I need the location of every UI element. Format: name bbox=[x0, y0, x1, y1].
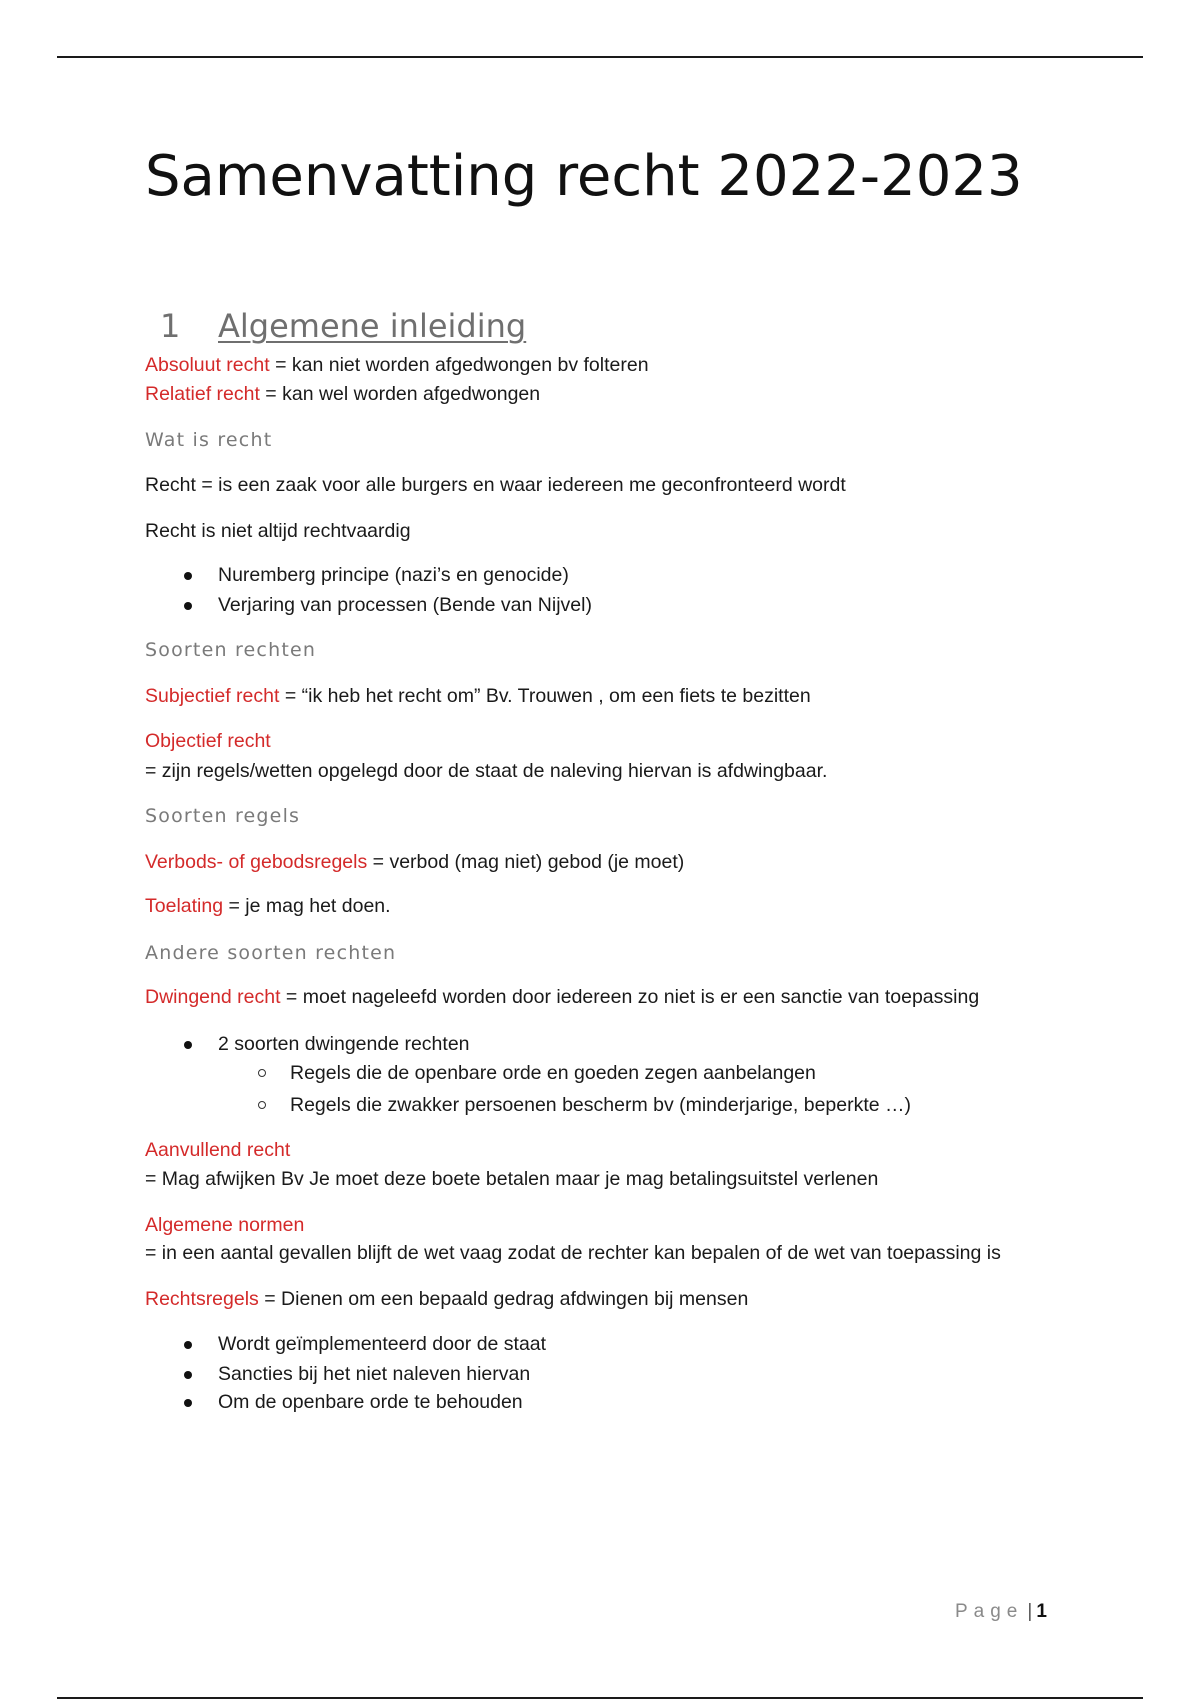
top-rule bbox=[57, 56, 1143, 58]
section-title: Algemene inleiding bbox=[218, 307, 527, 345]
definition-toelating bbox=[145, 895, 391, 918]
list-item: Verjaring van processen (Bende van Nijvel) bbox=[218, 594, 592, 616]
list-item: Om de openbare orde te behouden bbox=[218, 1391, 523, 1413]
definition-text: = Dienen om een bepaald gedrag afdwingen bij mensen bbox=[258, 1288, 749, 1310]
definition-text: = in een aantal gevallen blijft de wet vaag zodat de rechter kan bepalen of de wet van toepassing is bbox=[145, 1242, 1001, 1264]
term: Subjectief recht bbox=[145, 685, 280, 707]
definition-text: = verbod (mag niet) gebod (je moet) bbox=[367, 851, 685, 873]
definition-text: = “ik heb het recht om” Bv. Trouwen , om een fiets te bezitten bbox=[279, 685, 811, 707]
definition-text: = moet nageleefd worden door iedereen zo niet is er een sanctie van toepassing bbox=[280, 986, 980, 1008]
paragraph: Recht = is een zaak voor alle burgers en waar iedereen me geconfronteerd wordt bbox=[145, 474, 846, 496]
list-item: Wordt geïmplementeerd door de staat bbox=[218, 1333, 547, 1355]
bottom-rule bbox=[57, 1697, 1143, 1699]
term-aanvullend-recht: Aanvullend recht bbox=[145, 1139, 291, 1161]
sub-list-item: Regels die zwakker persoenen bescherm bv (minderjarige, beperkte …) bbox=[290, 1094, 912, 1116]
term-algemene-normen: Algemene normen bbox=[145, 1214, 305, 1236]
term: Verbods- of gebodsregels bbox=[145, 851, 368, 873]
page-footer bbox=[955, 1601, 1047, 1623]
definition-absoluut-recht bbox=[145, 354, 649, 377]
term-objectief-recht: Objectief recht bbox=[145, 730, 271, 752]
definition-dwingend-recht bbox=[145, 986, 979, 1009]
definition-rechtsregels bbox=[145, 1288, 748, 1311]
term: Toelating bbox=[145, 895, 224, 917]
list-item: Sancties bij het niet naleven hiervan bbox=[218, 1363, 531, 1385]
page-separator: | bbox=[1027, 1601, 1033, 1622]
term: Dwingend recht bbox=[145, 986, 281, 1008]
term: Rechtsregels bbox=[145, 1288, 259, 1310]
definition-text: = kan niet worden afgedwongen bv folteren bbox=[269, 354, 649, 376]
definition-text: = kan wel worden afgedwongen bbox=[259, 383, 541, 405]
term: Relatief recht bbox=[145, 383, 260, 405]
section-heading bbox=[160, 307, 526, 345]
definition-subjectief-recht bbox=[145, 685, 811, 708]
list-item: 2 soorten dwingende rechten bbox=[218, 1033, 470, 1055]
list-item: Nuremberg principe (nazi’s en genocide) bbox=[218, 564, 569, 586]
sub-list-item: Regels die de openbare orde en goeden zegen aanbelangen bbox=[290, 1062, 816, 1084]
subheading-soorten-regels: Soorten regels bbox=[145, 805, 301, 827]
subheading-wat-is-recht: Wat is recht bbox=[145, 429, 273, 451]
paragraph: Recht is niet altijd rechtvaardig bbox=[145, 520, 411, 542]
page-number: 1 bbox=[1036, 1601, 1047, 1622]
page-label: Page bbox=[955, 1601, 1024, 1622]
definition-text: = Mag afwijken Bv Je moet deze boete betalen maar je mag betalingsuitstel verlenen bbox=[145, 1168, 879, 1190]
document-title: Samenvatting recht 2022-2023 bbox=[145, 144, 1023, 209]
subheading-andere-soorten-rechten: Andere soorten rechten bbox=[145, 942, 397, 964]
definition-verbods-regels bbox=[145, 851, 684, 874]
definition-relatief-recht bbox=[145, 383, 540, 406]
definition-text: = zijn regels/wetten opgelegd door de staat de naleving hiervan is afdwingbaar. bbox=[145, 760, 828, 782]
definition-text: = je mag het doen. bbox=[223, 895, 391, 917]
subheading-soorten-rechten: Soorten rechten bbox=[145, 639, 317, 661]
section-number: 1 bbox=[160, 307, 181, 345]
term: Absoluut recht bbox=[145, 354, 270, 376]
